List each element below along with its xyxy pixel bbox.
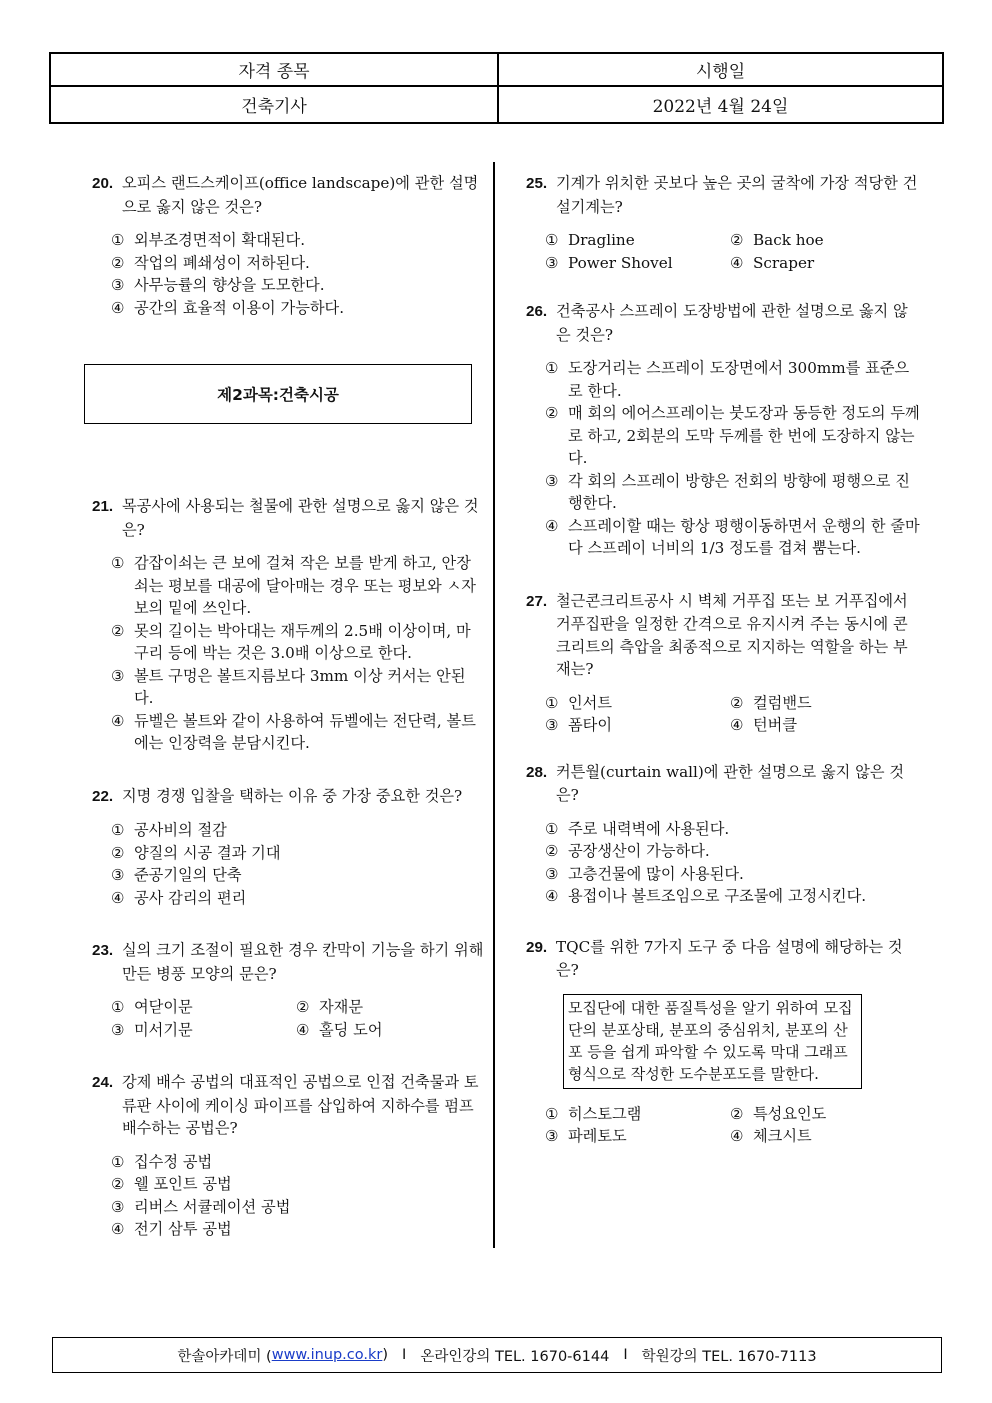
description-box: 모집단에 대한 품질특성을 알기 위하여 모집단의 분포상태, 분포의 중심위치, 분포의 산포 등을 쉽게 파악할 수 있도록 막대 그래프 형식으로 작성한 도수분포도를 말한다. (563, 994, 862, 1089)
option-2[interactable]: ② 작업의 폐쇄성이 저하된다. (111, 253, 310, 272)
question-23 (92, 939, 484, 1041)
option-list (92, 819, 484, 909)
question-text: 오피스 랜드스케이프(office landscape)에 관한 설명으로 옳지 않은 것은? (122, 174, 479, 216)
question-number: 27. (526, 592, 548, 610)
exam-info-header-row (51, 54, 942, 87)
column-divider (493, 162, 495, 1248)
option-3[interactable]: ③ 파레토도 (545, 1127, 627, 1146)
question-text: 커튼월(curtain wall)에 관한 설명으로 옳지 않은 것은? (556, 762, 904, 804)
option-1[interactable]: ① 주로 내력벽에 사용된다. (545, 819, 730, 838)
option-1[interactable]: ① 인서트 (545, 693, 613, 712)
option-list (526, 357, 921, 560)
exam-info-table (49, 52, 944, 124)
option-3[interactable]: ③ 사무능률의 향상을 도모한다. (111, 276, 325, 294)
option-4[interactable]: ④ 홀딩 도어 (296, 1020, 383, 1039)
option-1[interactable]: ① 히스토그램 (545, 1104, 642, 1123)
footer-bar (52, 1337, 942, 1373)
question-20 (92, 172, 484, 319)
option-4[interactable]: ④ 공간의 효율적 이용이 가능하다. (111, 298, 345, 317)
question-number: 25. (526, 175, 548, 192)
option-1[interactable]: ① 감잡이쇠는 큰 보에 걸쳐 작은 보를 받게 하고, 안장쇠는 평보를 대공에 달아매는 경우 또는 평보와 ㅅ자보의 밑에 쓰인다. (111, 554, 476, 617)
option-4[interactable]: ④ 용접이나 볼트조임으로 구조물에 고정시킨다. (545, 887, 867, 905)
col-title-date: 시행일 (497, 54, 942, 85)
question-text: TQC를 위한 7가지 도구 중 다음 설명에 해당하는 것은? (556, 937, 903, 979)
option-2[interactable]: ② 공장생산이 가능하다. (545, 842, 710, 860)
option-4[interactable]: ④ Scraper (730, 253, 815, 272)
question-21 (92, 495, 484, 755)
question-text: 실의 크기 조절이 필요한 경우 칸막이 기능을 하기 위해 만든 병풍 모양의 문은? (122, 941, 484, 983)
footer-offline-phone: 학원강의 TEL. 1670-7113 (641, 1348, 817, 1365)
option-2[interactable]: ② 자재문 (296, 998, 364, 1016)
question-29 (526, 936, 921, 1148)
option-4[interactable]: ④ 체크시트 (730, 1127, 812, 1146)
question-number: 29. (526, 938, 548, 956)
option-2[interactable]: ② 특성요인도 (730, 1104, 827, 1123)
option-list (92, 996, 484, 1041)
question-27 (526, 590, 921, 737)
section-title: 제2과목:건축시공 (217, 386, 339, 404)
option-list (526, 818, 921, 908)
footer-separator: I (402, 1347, 407, 1363)
option-3[interactable]: ③ 리버스 서큘레이션 공법 (111, 1197, 291, 1216)
question-24 (92, 1071, 484, 1241)
option-1[interactable]: ① Dragline (545, 231, 635, 249)
option-list (92, 552, 484, 755)
question-text: 강제 배수 공법의 대표적인 공법으로 인접 건축물과 토류판 사이에 케이싱 파이프를 삽입하여 지하수를 펌프 배수하는 공법은? (122, 1073, 479, 1137)
option-3[interactable]: ③ 미서기문 (111, 1020, 193, 1039)
option-4[interactable]: ④ 턴버클 (730, 716, 798, 734)
option-4[interactable]: ④ 듀벨은 볼트와 같이 사용하여 듀벨에는 전단력, 볼트에는 인장력을 분담시킨다. (111, 711, 476, 752)
question-text: 목공사에 사용되는 철물에 관한 설명으로 옳지 않은 것은? (122, 497, 479, 539)
option-1[interactable]: ① 외부조경면적이 확대된다. (111, 231, 306, 249)
question-number: 24. (92, 1074, 114, 1091)
question-text: 기계가 위치한 곳보다 높은 곳의 굴착에 가장 적당한 건설기계는? (556, 174, 918, 216)
footer-website-link[interactable]: www.inup.co.kr (271, 1347, 383, 1363)
option-1[interactable]: ① 공사비의 절감 (111, 821, 227, 839)
option-3[interactable]: ③ 고층건물에 많이 사용된다. (545, 864, 744, 883)
option-4[interactable]: ④ 스프레이할 때는 항상 평행이동하면서 운행의 한 줄마다 스프레이 너비의 1/3 정도를 겹쳐 뿜는다. (545, 516, 920, 557)
option-list (526, 1103, 921, 1148)
option-2[interactable]: ② 매 회의 에어스프레이는 붓도장과 동등한 정도의 두께로 하고, 2회분의 도막 두께를 한 번에 도장하지 않는다. (545, 404, 920, 467)
footer-separator: I (623, 1347, 628, 1363)
question-number: 21. (92, 498, 114, 515)
question-number: 26. (526, 303, 548, 320)
option-3[interactable]: ③ 각 회의 스프레이 방향은 전회의 방향에 평행으로 진행한다. (545, 471, 910, 512)
option-2[interactable]: ② 못의 길이는 박아대는 재두께의 2.5배 이상이며, 마구리 등에 박는 것은 3.0배 이상으로 한다. (111, 621, 471, 662)
left-column (92, 172, 484, 1241)
question-number: 22. (92, 787, 114, 805)
option-2[interactable]: ② 양질의 시공 결과 기대 (111, 843, 281, 862)
question-text: 지명 경쟁 입찰을 택하는 이유 중 가장 중요한 것은? (122, 786, 463, 805)
option-3[interactable]: ③ 준공기일의 단축 (111, 866, 242, 884)
question-text: 철근콘크리트공사 시 벽체 거푸집 또는 보 거푸집에서 거푸집판을 일정한 간격으로 유지시켜 주는 동시에 콘크리트의 측압을 최종적으로 지지하는 역할을 하는 부재는? (556, 591, 908, 678)
option-list (92, 229, 484, 319)
question-number: 20. (92, 175, 114, 192)
option-1[interactable]: ① 여닫이문 (111, 998, 193, 1016)
question-28 (526, 761, 921, 908)
option-3[interactable]: ③ Power Shovel (545, 253, 673, 272)
question-25 (526, 172, 921, 274)
col-title-category: 자격 종목 (238, 62, 310, 82)
option-list (526, 692, 921, 737)
option-list (526, 229, 921, 274)
question-number: 28. (526, 763, 548, 781)
option-1[interactable]: ① 도장거리는 스프레이 도장면에서 300mm를 표준으로 한다. (545, 359, 910, 400)
option-1[interactable]: ① 집수정 공법 (111, 1152, 213, 1171)
question-26 (526, 300, 921, 560)
footer-close-paren: ) (382, 1347, 389, 1363)
question-22 (92, 785, 484, 910)
option-2[interactable]: ② 컬럼밴드 (730, 693, 812, 712)
exam-info-value-row (51, 87, 942, 122)
option-2[interactable]: ② 웰 포인트 공법 (111, 1175, 232, 1193)
footer-online-phone: 온라인강의 TEL. 1670-6144 (420, 1348, 610, 1365)
exam-date: 2022년 4월 24일 (497, 87, 942, 122)
option-list (92, 1151, 484, 1241)
question-text: 건축공사 스프레이 도장방법에 관한 설명으로 옳지 않은 것은? (556, 302, 908, 344)
right-column (526, 172, 921, 1148)
option-3[interactable]: ③ 폼타이 (545, 716, 613, 734)
exam-subject: 건축기사 (241, 97, 307, 117)
footer-academy: 한솔아카데미 ( (177, 1348, 272, 1365)
option-4[interactable]: ④ 전기 삼투 공법 (111, 1220, 232, 1238)
option-2[interactable]: ② Back hoe (730, 231, 824, 249)
question-number: 23. (92, 942, 114, 959)
option-3[interactable]: ③ 볼트 구멍은 볼트지름보다 3mm 이상 커서는 안된다. (111, 666, 466, 707)
option-4[interactable]: ④ 공사 감리의 편리 (111, 888, 247, 907)
